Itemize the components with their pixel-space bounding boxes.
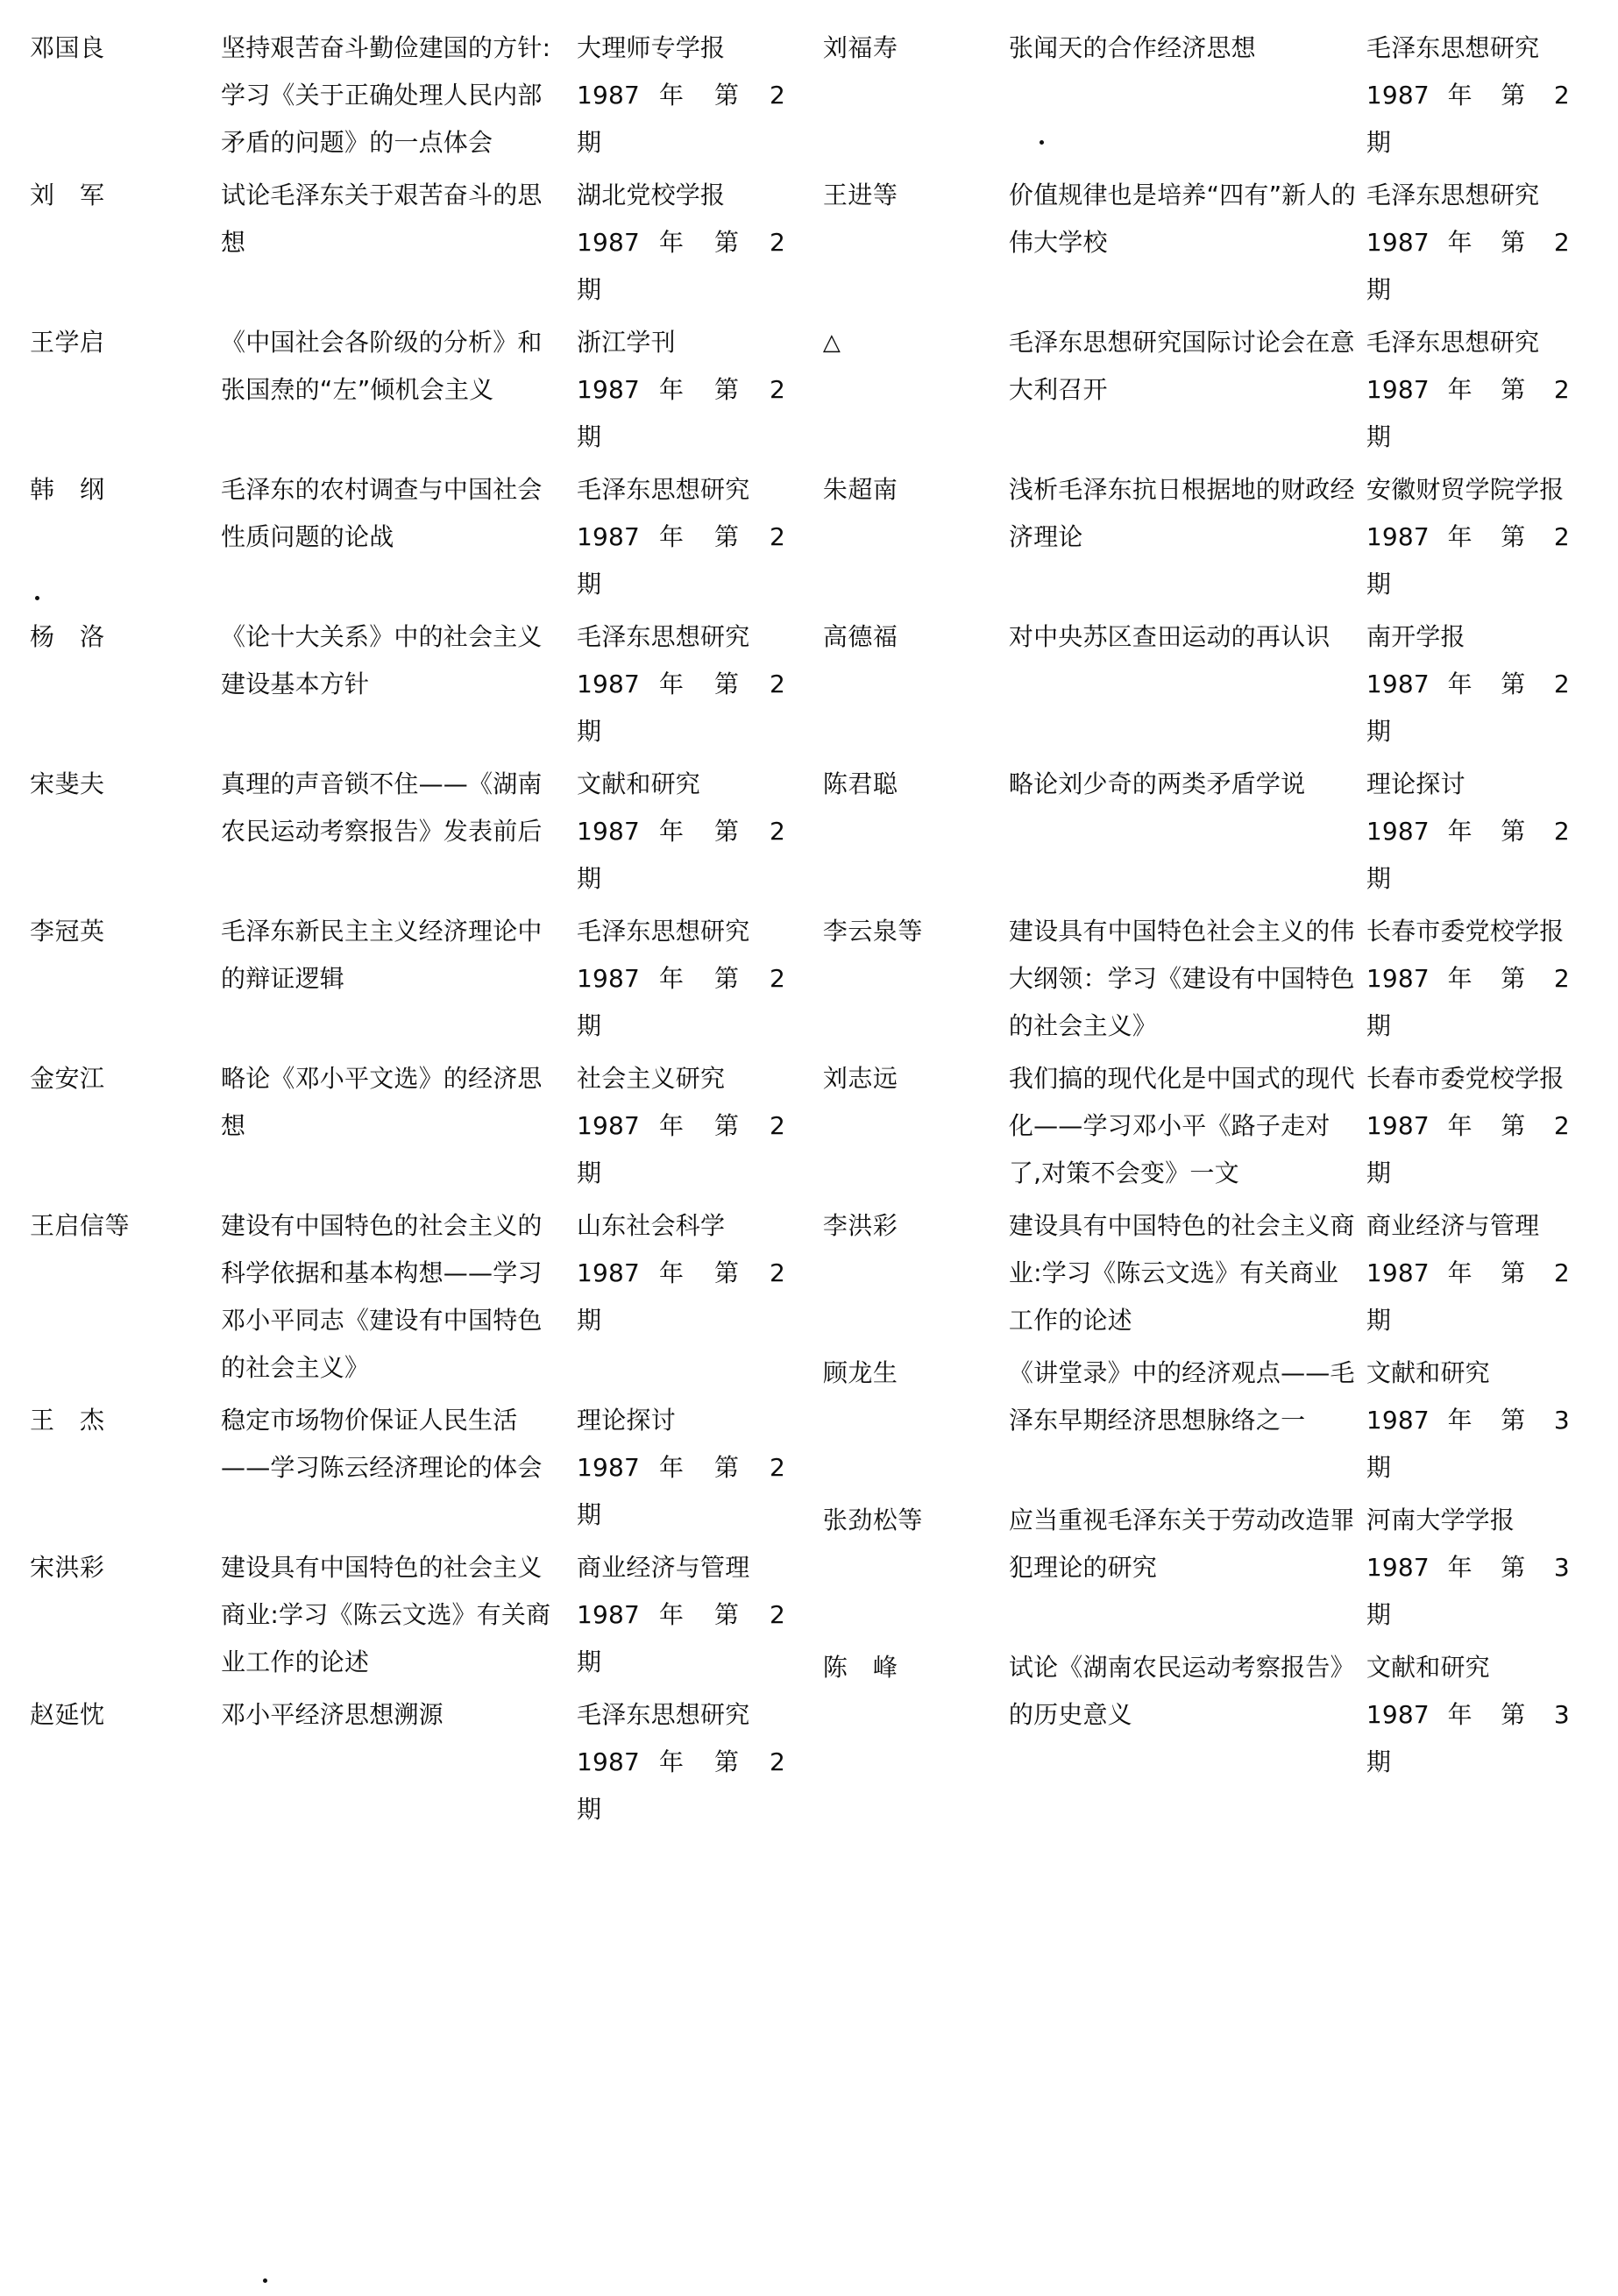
source-name: 毛泽东思想研究 [1366,328,1540,357]
source-name: 理论探讨 [577,1406,676,1435]
source-issue-tail: 期 [577,1159,602,1187]
source-name: 文献和研究 [1366,1653,1490,1682]
entry-author: 王 杰 [30,1406,105,1435]
source-name: 毛泽东思想研究 [1366,33,1540,62]
source-name: 文献和研究 [577,769,701,798]
entry-author: 赵延忱 [30,1700,105,1729]
bibliography-entry [823,1350,1588,1492]
entry-source [1366,1202,1587,1344]
source-issue: 1987 年 第 2 [577,670,785,698]
entry-source [577,319,803,461]
source-name: 文献和研究 [1366,1358,1490,1387]
column-left [30,25,804,1839]
column-right [823,25,1588,1791]
source-issue-tail: 期 [1366,128,1392,157]
entry-title: 建设具有中国特色社会主义的伟大纲领：学习《建设有中国特色的社会主义》 [1008,917,1355,1040]
source-issue: 1987 年 第 3 [1366,1406,1570,1435]
bibliography-entry [823,1644,1588,1786]
source-name: 南开学报 [1366,622,1465,651]
entry-source [577,1055,803,1197]
entry-source [577,1202,803,1344]
source-name: 毛泽东思想研究 [577,917,750,946]
source-issue-tail: 期 [577,1795,602,1824]
source-issue-tail: 期 [577,717,602,746]
entry-author: 顾龙生 [822,1358,898,1387]
entry-source [1366,1644,1587,1786]
bibliography-entry [823,761,1588,903]
entry-title: 稳定市场物价保证人民生活——学习陈云经济理论的体会 [221,1406,543,1482]
source-issue: 1987 年 第 2 [577,522,785,551]
source-name: 理论探讨 [1366,769,1465,798]
entry-title: 张闻天的合作经济思想 [1008,33,1256,62]
scan-speck [1040,140,1044,145]
entry-source [577,1691,803,1833]
source-issue-tail: 期 [1366,864,1392,893]
entry-source [1366,908,1587,1050]
source-name: 毛泽东思想研究 [577,1700,750,1729]
bibliography-entry [30,172,804,314]
entry-source [1366,761,1587,903]
entry-author: 李洪彩 [822,1211,898,1240]
source-issue-tail: 期 [577,1011,602,1040]
two-column-layout [30,25,1588,1839]
entry-title: 浅析毛泽东抗日根据地的财政经济理论 [1008,475,1355,551]
source-issue-tail: 期 [577,1500,602,1529]
entry-title: 对中央苏区查田运动的再认识 [1008,622,1331,651]
entry-title: 真理的声音锁不住——《湖南农民运动考察报告》发表前后 [221,769,543,846]
source-name: 毛泽东思想研究 [1366,181,1540,209]
source-name: 河南大学学报 [1366,1506,1515,1534]
entry-author: 王学启 [30,328,105,357]
entry-author: 杨 洛 [30,622,105,651]
entry-source [577,25,803,167]
entry-source [1366,613,1587,755]
entry-title: 略论《邓小平文选》的经济思想 [221,1064,543,1140]
source-issue: 1987 年 第 2 [1366,81,1570,110]
source-issue-tail: 期 [1366,1600,1392,1629]
source-issue: 1987 年 第 2 [1366,964,1570,993]
source-name: 山东社会科学 [577,1211,726,1240]
entry-source [577,172,803,314]
entry-author: 韩 纲 [30,475,105,504]
source-issue-tail: 期 [1366,1011,1392,1040]
source-issue: 1987 年 第 3 [1366,1553,1570,1582]
source-issue-tail: 期 [577,422,602,451]
entry-title: 《中国社会各阶级的分析》和张国焘的“左”倾机会主义 [221,328,543,404]
bibliography-entry [30,908,804,1050]
entry-source [1366,1497,1587,1639]
entry-author: 刘福寿 [822,33,898,62]
entry-title: 建设具有中国特色的社会主义商业:学习《陈云文选》有关商业工作的论述 [1008,1211,1355,1335]
source-name: 浙江学刊 [577,328,676,357]
source-issue-tail: 期 [1366,570,1392,599]
source-issue-tail: 期 [577,864,602,893]
source-name: 长春市委党校学报 [1366,1064,1565,1093]
bibliography-entry [30,1055,804,1197]
source-name: 社会主义研究 [577,1064,726,1093]
bibliography-entry [30,25,804,167]
source-issue: 1987 年 第 2 [577,1453,785,1482]
entry-title: 价值规律也是培养“四有”新人的伟大学校 [1008,181,1356,257]
bibliography-entry [30,1202,804,1392]
bibliography-entry [823,908,1588,1050]
source-issue: 1987 年 第 2 [577,228,785,257]
entry-author: 朱超南 [822,475,898,504]
source-issue: 1987 年 第 2 [1366,1111,1570,1140]
source-issue-tail: 期 [1366,1306,1392,1335]
entry-title: 试论《湖南农民运动考察报告》的历史意义 [1008,1653,1355,1729]
entry-author: 邓国良 [30,33,105,62]
entry-title: 应当重视毛泽东关于劳动改造罪犯理论的研究 [1008,1506,1355,1582]
source-issue: 1987 年 第 2 [1366,670,1570,698]
entry-author: 陈 峰 [822,1653,898,1682]
source-issue-tail: 期 [577,1648,602,1676]
bibliography-entry [30,466,804,608]
source-name: 湖北党校学报 [577,181,726,209]
source-issue: 1987 年 第 2 [577,1747,785,1776]
source-issue-tail: 期 [577,128,602,157]
entry-title: 试论毛泽东关于艰苦奋斗的思想 [221,181,543,257]
entry-title: 《论十大关系》中的社会主义建设基本方针 [221,622,543,698]
entry-source [1366,319,1587,461]
entry-author: 宋洪彩 [30,1553,105,1582]
source-issue: 1987 年 第 2 [577,1600,785,1629]
source-name: 大理师专学报 [577,33,726,62]
bibliography-entry [30,1397,804,1539]
source-name: 长春市委党校学报 [1366,917,1565,946]
source-issue: 1987 年 第 2 [1366,522,1570,551]
source-name: 商业经济与管理 [577,1553,750,1582]
source-issue: 1987 年 第 2 [1366,228,1570,257]
bibliography-entry [823,1055,1588,1197]
entry-source [1366,1350,1587,1492]
source-issue: 1987 年 第 2 [1366,817,1570,846]
source-issue-tail: 期 [1366,1453,1392,1482]
entry-source [577,1397,803,1539]
entry-title: 建设有中国特色的社会主义的科学依据和基本构想——学习邓小平同志《建设有中国特色的社会主义》 [221,1211,543,1382]
scan-speck [35,596,39,600]
entry-author: 李云泉等 [822,917,923,946]
entry-author: 刘 军 [30,181,105,209]
entry-source [1366,1055,1587,1197]
bibliography-entry [823,1497,1588,1639]
entry-title: 坚持艰苦奋斗勤俭建国的方针:学习《关于正确处理人民内部矛盾的问题》的一点体会 [221,33,551,157]
bibliography-entry [823,613,1588,755]
entry-title: 略论刘少奇的两类矛盾学说 [1008,769,1306,798]
entry-author: 金安江 [30,1064,105,1093]
bibliography-entry [823,172,1588,314]
bibliography-entry [30,761,804,903]
entry-source [577,761,803,903]
entry-title: 毛泽东的农村调查与中国社会性质问题的论战 [221,475,543,551]
entry-source [577,466,803,608]
entry-title: 毛泽东思想研究国际讨论会在意大利召开 [1008,328,1355,404]
source-issue: 1987 年 第 3 [1366,1700,1570,1729]
source-issue-tail: 期 [577,1306,602,1335]
source-name: 商业经济与管理 [1366,1211,1540,1240]
entry-title: 建设具有中国特色的社会主义商业:学习《陈云文选》有关商业工作的论述 [221,1553,551,1676]
entry-author: 高德福 [822,622,898,651]
source-issue-tail: 期 [577,275,602,304]
source-issue: 1987 年 第 2 [577,964,785,993]
entry-title: 《讲堂录》中的经济观点——毛泽东早期经济思想脉络之一 [1008,1358,1355,1435]
entry-source [577,908,803,1050]
entry-source [577,1544,803,1686]
source-issue-tail: 期 [1366,422,1392,451]
source-issue-tail: 期 [1366,1159,1392,1187]
source-issue: 1987 年 第 2 [1366,375,1570,404]
source-issue: 1987 年 第 2 [577,81,785,110]
source-issue-tail: 期 [1366,275,1392,304]
bibliography-entry [823,1202,1588,1344]
scan-speck [263,2278,267,2283]
entry-author: 张劲松等 [822,1506,923,1534]
entry-author: △ [822,330,841,356]
source-issue: 1987 年 第 2 [1366,1258,1570,1287]
source-issue: 1987 年 第 2 [577,1258,785,1287]
source-issue-tail: 期 [1366,717,1392,746]
source-name: 毛泽东思想研究 [577,475,750,504]
entry-source [1366,172,1587,314]
entry-title: 邓小平经济思想溯源 [221,1700,444,1729]
source-issue: 1987 年 第 2 [577,375,785,404]
source-name: 安徽财贸学院学报 [1366,475,1565,504]
entry-author: 李冠英 [30,917,105,946]
source-issue-tail: 期 [1366,1747,1392,1776]
entry-source [1366,25,1587,167]
bibliography-entry [823,319,1588,461]
bibliography-entry [30,613,804,755]
bibliography-entry [30,319,804,461]
source-name: 毛泽东思想研究 [577,622,750,651]
source-issue-tail: 期 [577,570,602,599]
entry-source [577,613,803,755]
bibliography-entry [30,1691,804,1833]
entry-author: 王进等 [822,181,898,209]
bibliography-entry [30,1544,804,1686]
entry-source [1366,466,1587,608]
source-issue: 1987 年 第 2 [577,1111,785,1140]
entry-author: 宋斐夫 [30,769,105,798]
entry-author: 王启信等 [30,1211,131,1240]
source-issue: 1987 年 第 2 [577,817,785,846]
entry-author: 陈君聪 [822,769,898,798]
bibliography-entry [823,466,1588,608]
entry-title: 毛泽东新民主主义经济理论中的辩证逻辑 [221,917,543,993]
entry-title: 我们搞的现代化是中国式的现代化——学习邓小平《路子走对了,对策不会变》一文 [1008,1064,1355,1187]
bibliography-entry [823,25,1588,167]
entry-author: 刘志远 [822,1064,898,1093]
